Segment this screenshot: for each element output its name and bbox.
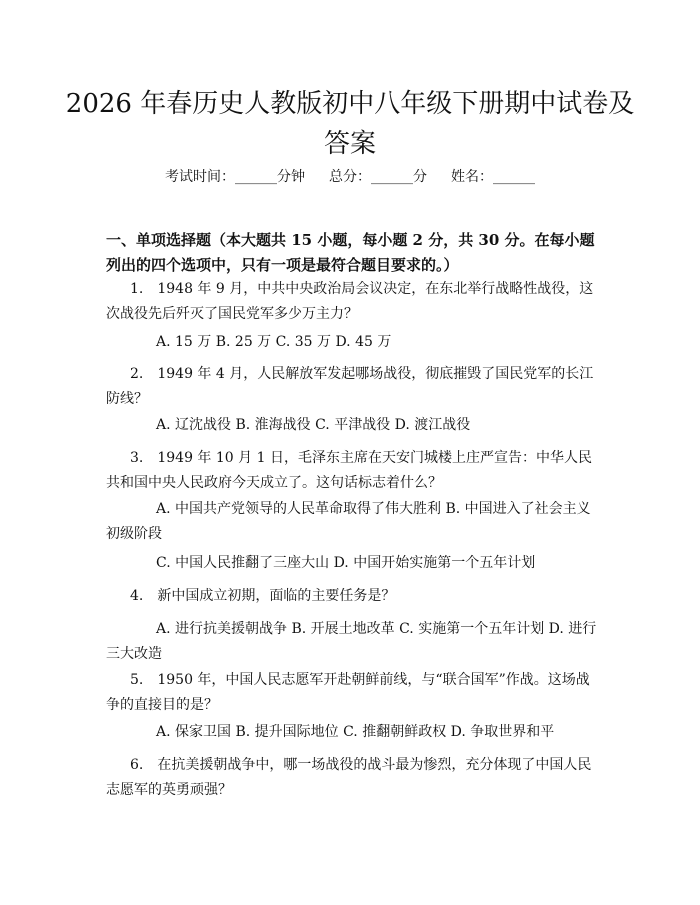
question-2-options: A. 辽沈战役 B. 淮海战役 C. 平津战役 D. 渡江战役 [156,417,471,433]
question-4-options: A. 进行抗美援朝战争 B. 开展土地改革 C. 实施第一个五年计划 D. 进行三大改造 [106,621,597,662]
section-heading: 一、单项选择题（本大题共 15 小题，每小题 2 分，共 30 分。在每小题列出的四个选项中，只有一项是最符合题目要求的。） [106,231,595,274]
total-score-field: 总分：______分 [329,169,427,185]
exam-time-field: 考试时间：______分钟 [165,169,305,185]
question-6-stem: 6. 在抗美援朝战争中，哪一场战役的战斗最为惨烈，充分体现了中国人民志愿军的英勇顽强？ [106,757,592,798]
question-1-options: A. 15 万 B. 25 万 C. 35 万 D. 45 万 [156,334,392,350]
question-5-options: A. 保家卫国 B. 提升国际地位 C. 推翻朝鲜政权 D. 争取世界和平 [156,724,555,740]
page-title: 2026 年春历史人教版初中八年级下册期中试卷及答案 [65,89,635,159]
question-2-stem: 2. 1949 年 4 月，人民解放军发起哪场战役，彻底摧毁了国民党军的长江防线？ [106,366,594,407]
question-1-stem: 1. 1948 年 9 月，中共中央政治局会议决定，在东北举行战略性战役，这次战役先后歼灭了国民党军多少万主力？ [106,281,594,322]
question-4-stem: 4. 新中国成立初期，面临的主要任务是？ [130,588,396,604]
exam-info-line [0,167,700,187]
question-3-stem: 3. 1949 年 10 月 1 日，毛泽东主席在天安门城楼上庄严宣告：中华人民共和国中央人民政府今天成立了。这句话标志着什么？ [106,450,592,491]
question-3-options-ab: A. 中国共产党领导的人民革命取得了伟大胜利 B. 中国进入了社会主义初级阶段 [106,501,591,542]
question-5-stem: 5. 1950 年，中国人民志愿军开赴朝鲜前线，与“联合国军”作战。这场战争的直接目的是？ [106,672,590,713]
question-3-options-cd: C. 中国人民推翻了三座大山 D. 中国开始实施第一个五年计划 [156,555,536,571]
student-name-field: 姓名：______ [451,169,535,185]
